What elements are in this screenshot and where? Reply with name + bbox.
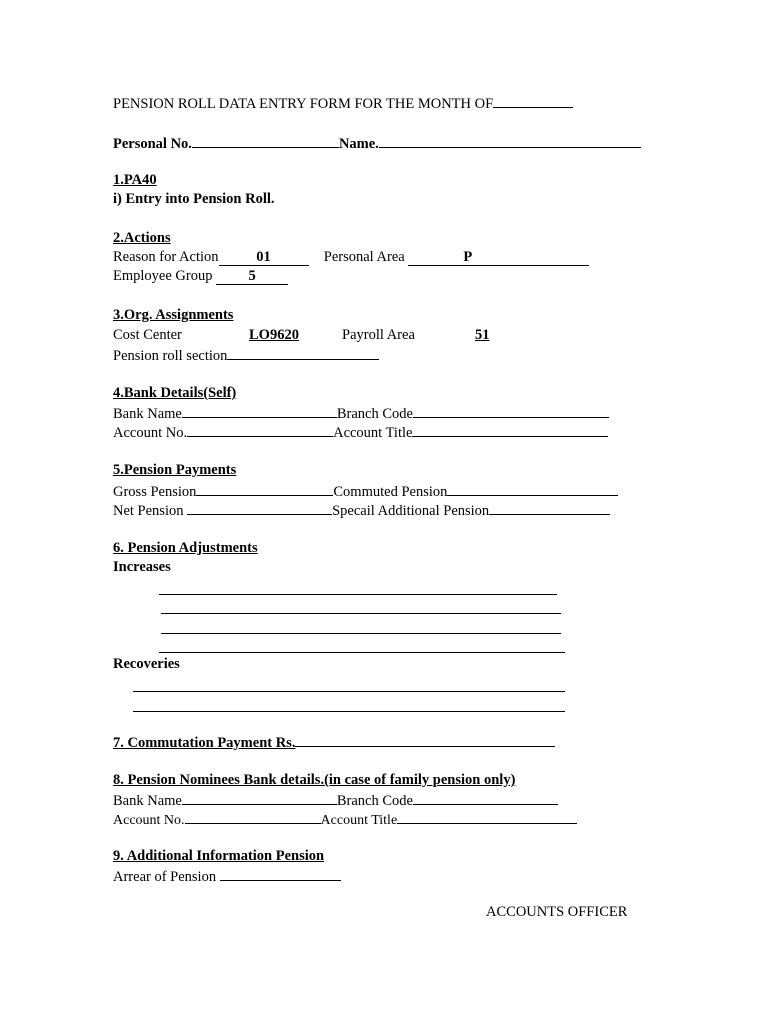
payroll-area-label: Payroll Area	[342, 327, 415, 343]
nominee-branch-code-label: Branch Code	[336, 793, 413, 809]
nominee-account-no-field[interactable]	[185, 809, 321, 824]
commutation-label: 7. Commutation Payment Rs.	[113, 735, 296, 751]
recovery-line-1[interactable]	[133, 691, 565, 692]
commuted-pension-field[interactable]	[447, 481, 618, 496]
org-row-1	[113, 326, 490, 345]
name-field[interactable]	[379, 133, 641, 148]
personal-area-field[interactable]	[408, 250, 589, 266]
cost-center-value[interactable]: LO9620	[249, 327, 299, 343]
form-title-row	[113, 93, 573, 112]
org-row-2	[113, 345, 379, 364]
increase-line-4[interactable]	[159, 652, 565, 653]
personal-area-label: Personal Area	[323, 249, 405, 265]
actions-row-2	[113, 267, 288, 286]
accounts-officer-signature: ACCOUNTS OFFICER	[486, 904, 628, 920]
nominee-bank-name-label: Bank Name	[113, 793, 182, 809]
nominee-account-title-label: Account Title	[320, 813, 398, 828]
commuted-pension-label: Commuted Pension	[333, 484, 448, 500]
section-org-heading: 3.Org. Assignments	[113, 307, 234, 323]
section-pa40-heading: 1.PA40	[113, 172, 157, 188]
bank-name-label: Bank Name	[113, 406, 182, 422]
additional-row	[113, 866, 341, 885]
nominee-branch-code-field[interactable]	[413, 790, 558, 805]
commutation-field[interactable]	[295, 732, 555, 747]
account-no-label: Account No.	[113, 425, 188, 441]
name-label: Name.	[338, 136, 379, 152]
personal-area-value: P	[463, 249, 473, 265]
commutation-row	[113, 732, 555, 751]
payments-row-2	[113, 500, 610, 519]
section-adjustments-heading: 6. Pension Adjustments	[113, 540, 258, 556]
reason-label: Reason for Action	[113, 249, 219, 265]
increases-label: Increases	[113, 559, 171, 575]
increase-line-2[interactable]	[161, 613, 561, 614]
pension-section-field[interactable]	[227, 345, 379, 360]
account-title-field[interactable]	[412, 422, 608, 437]
increase-line-3[interactable]	[161, 633, 561, 634]
branch-code-field[interactable]	[413, 403, 609, 418]
special-pension-label: Specail Additional Pension	[332, 503, 490, 519]
recovery-line-2[interactable]	[133, 711, 565, 712]
section-actions-heading: 2.Actions	[113, 230, 171, 246]
section-additional-heading: 9. Additional Information Pension	[113, 848, 325, 864]
nominees-row-1	[113, 790, 558, 809]
bank-name-field[interactable]	[182, 403, 337, 418]
net-pension-field[interactable]	[187, 500, 332, 515]
reason-field[interactable]: 01	[219, 250, 309, 266]
recoveries-label: Recoveries	[113, 656, 180, 672]
section-payments-heading: 5.Pension Payments	[113, 462, 237, 478]
employee-group-field[interactable]: 5	[216, 269, 288, 285]
personal-no-label: Personal No.	[113, 136, 192, 152]
actions-row-1	[113, 248, 589, 267]
gross-pension-field[interactable]	[196, 481, 333, 496]
bank-row-2	[113, 422, 608, 441]
nominees-row-2	[113, 809, 577, 828]
gross-pension-label: Gross Pension	[113, 484, 197, 500]
pension-form-page	[113, 0, 673, 1024]
form-title: PENSION ROLL DATA ENTRY FORM FOR THE MONTH OF	[113, 96, 494, 112]
personal-no-field[interactable]	[192, 133, 339, 148]
pension-section-label: Pension roll section	[113, 348, 228, 364]
employee-group-label: Employee Group	[113, 268, 213, 284]
section-nominees-heading: 8. Pension Nominees Bank details.(in case of family pension only)	[113, 772, 516, 788]
payments-row-1	[113, 481, 618, 500]
account-no-field[interactable]	[187, 422, 333, 437]
bank-row-1	[113, 403, 609, 422]
increase-line-1[interactable]	[159, 594, 557, 595]
pa40-item: i) Entry into Pension Roll.	[113, 191, 275, 207]
payroll-area-value[interactable]: 51	[475, 327, 490, 343]
arrear-field[interactable]	[220, 866, 341, 881]
arrear-label: Arrear of Pension	[113, 869, 217, 885]
account-title-label: Account Title	[333, 425, 413, 441]
nominee-account-title-field[interactable]	[397, 809, 577, 824]
net-pension-label: Net Pension	[113, 503, 184, 519]
section-bank-heading: 4.Bank Details(Self)	[113, 385, 237, 401]
personal-row	[113, 133, 641, 152]
special-pension-field[interactable]	[489, 500, 610, 515]
nominee-bank-name-field[interactable]	[182, 790, 337, 805]
branch-code-label: Branch Code	[336, 406, 413, 422]
month-field[interactable]	[493, 93, 573, 108]
cost-center-label: Cost Center	[113, 327, 182, 343]
nominee-account-no-label: Account No.	[113, 813, 185, 828]
